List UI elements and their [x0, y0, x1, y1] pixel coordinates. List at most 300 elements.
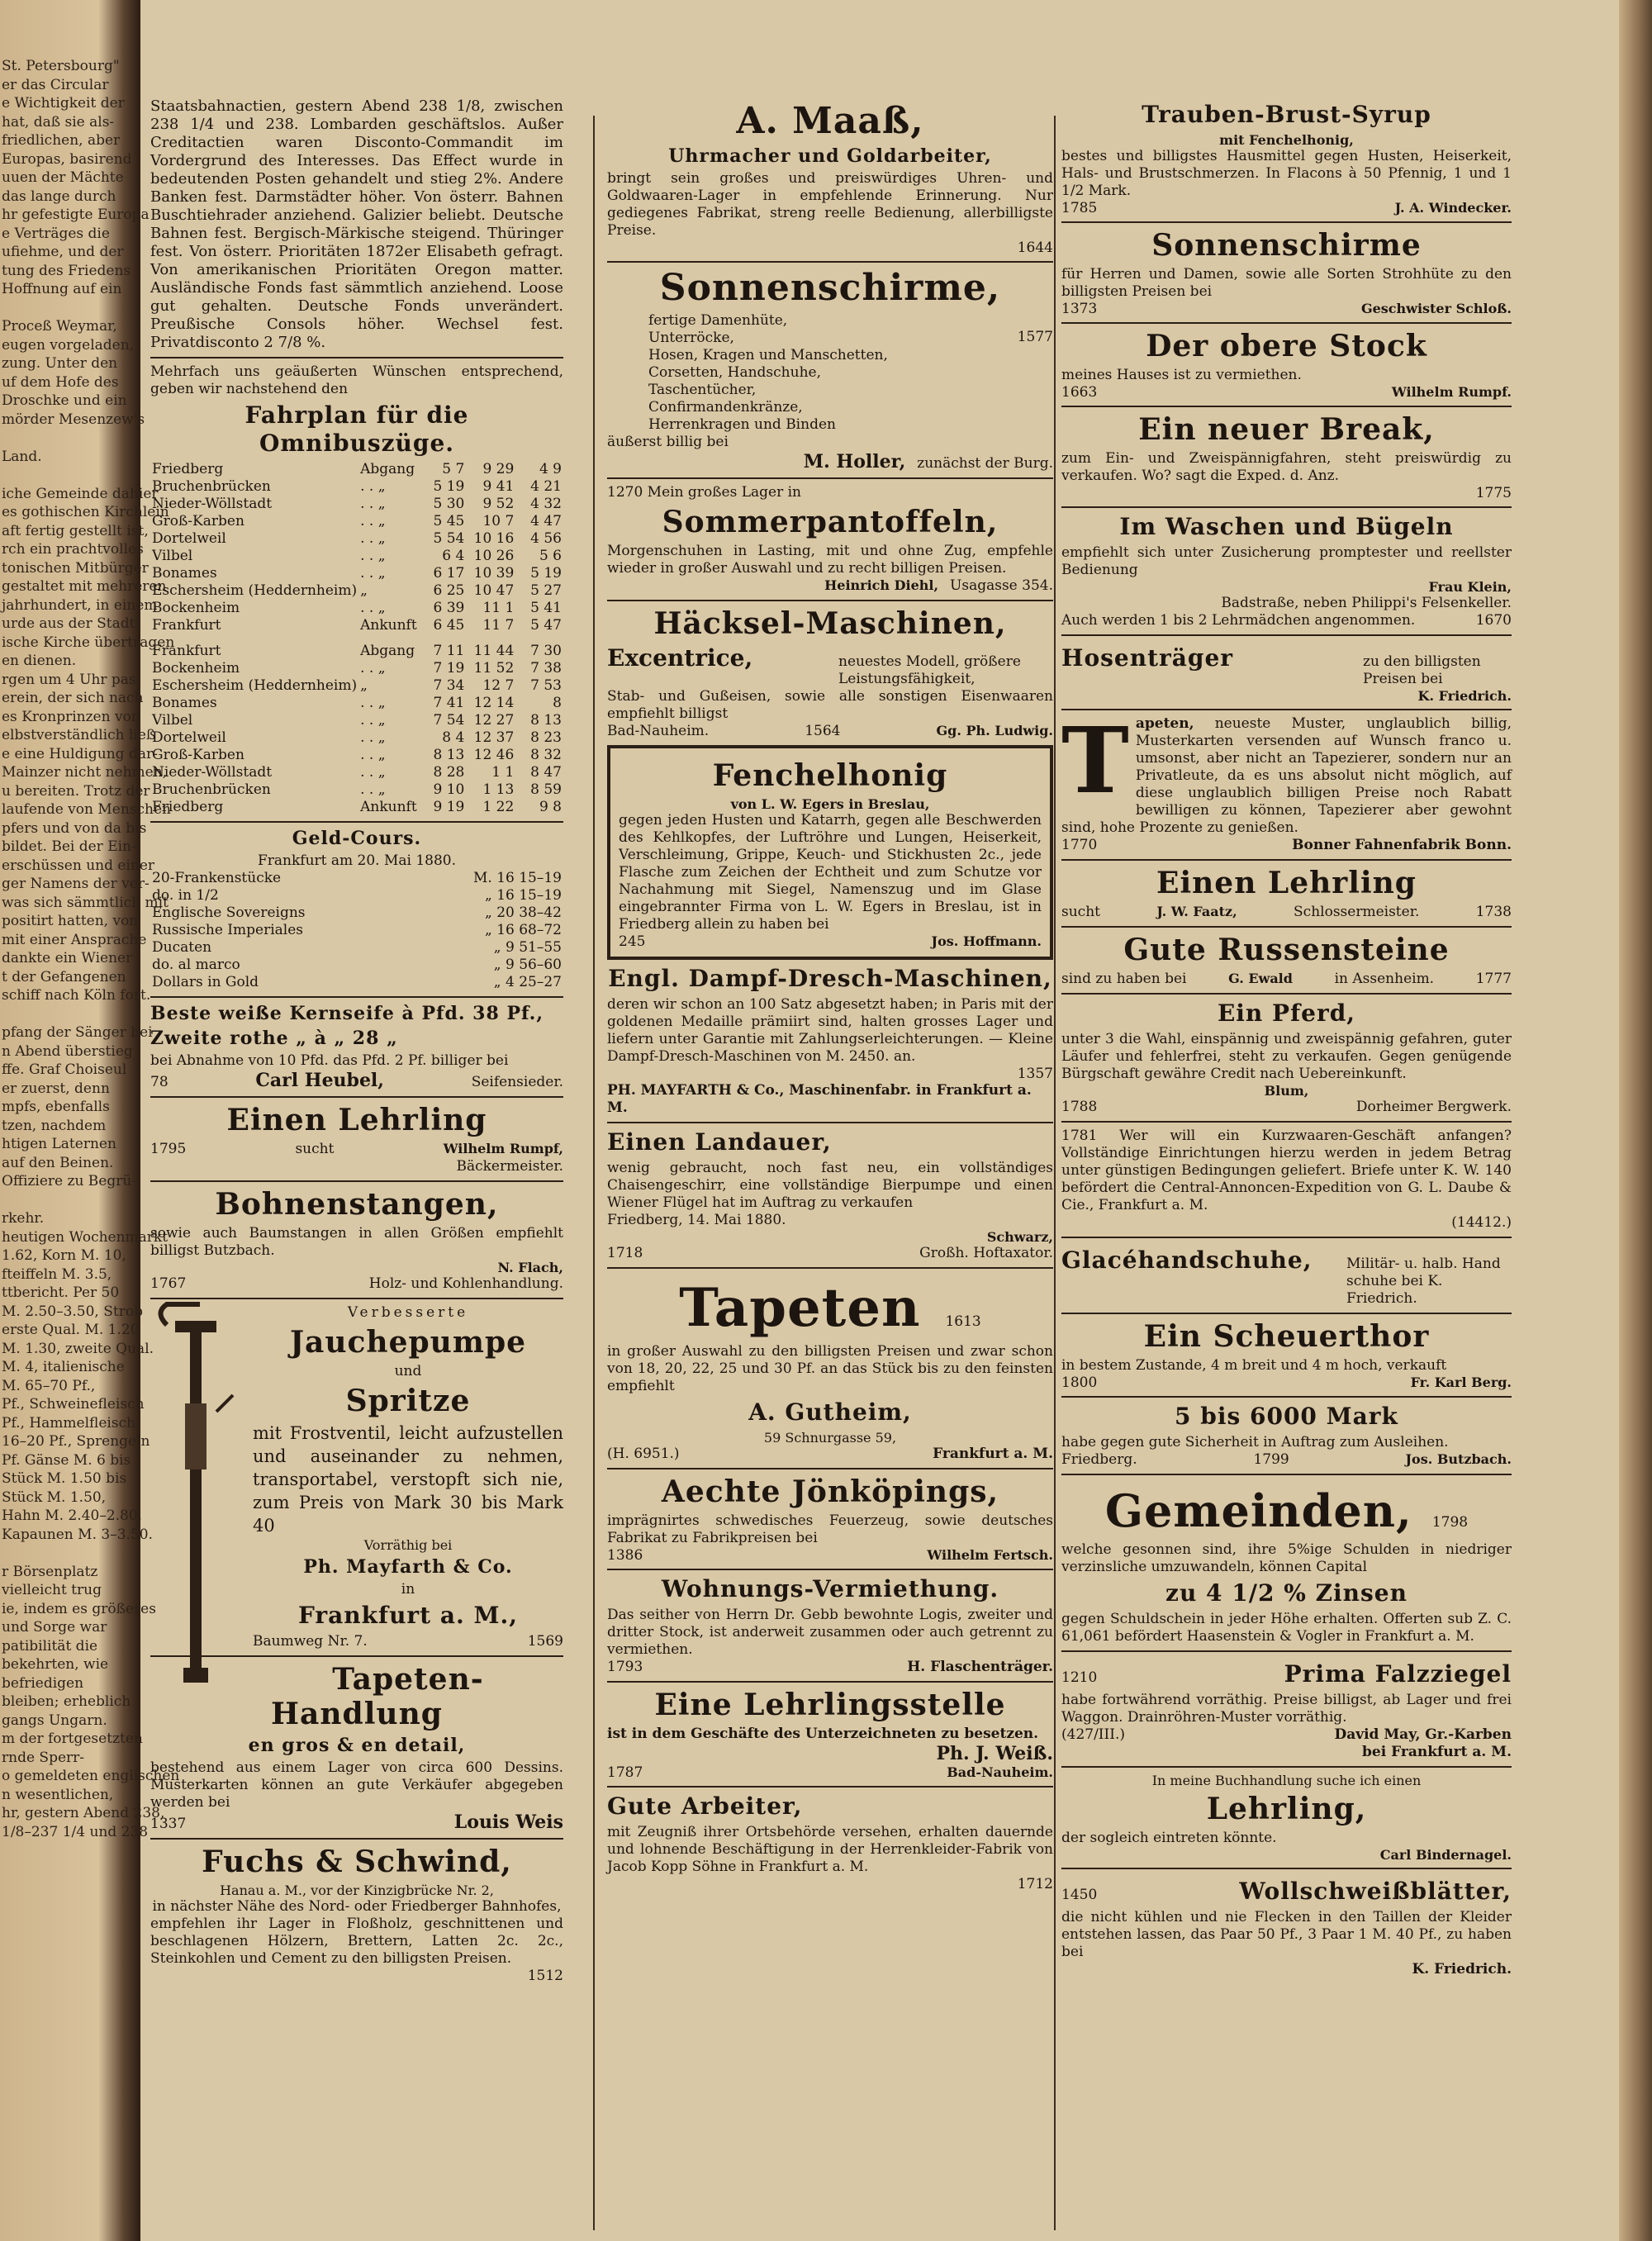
gutter-line: hr, gestern Abend 238, [2, 1805, 165, 1821]
gutter-line: Europas, basirend [2, 150, 132, 168]
ad-number: 1564 [805, 723, 841, 739]
gutter-line: jahrhundert, in einem [2, 596, 158, 614]
timetable-row [150, 600, 563, 617]
column-3 [1061, 97, 1512, 1978]
time-cell: 12 46 [473, 747, 515, 763]
lehrling2-text: sucht [1061, 904, 1100, 920]
time-cell: 4 9 [539, 461, 562, 477]
geld-row [150, 887, 563, 904]
timetable-row [150, 582, 563, 600]
gutter-line: 1.62, Korn M. 10, [2, 1247, 126, 1264]
gutter-line: auf den Beinen. [2, 1154, 114, 1171]
tapeten-city: Frankfurt a. M. [933, 1446, 1053, 1462]
gutter-line: ische Kirche übertragen [2, 634, 175, 651]
gutter-line: Hoffnung auf ein [2, 281, 122, 297]
fenchel-name: Jos. Hoffmann. [931, 933, 1042, 949]
time-cell: 7 38 [530, 660, 562, 677]
gem-rate: zu 4 1/2 % Zinsen [1165, 1579, 1408, 1607]
station-name: Bonames [152, 565, 217, 582]
currency-name: Ducaten [152, 939, 212, 956]
time-cell: 9 8 [539, 799, 562, 815]
time-cell: 9 29 [482, 461, 515, 477]
departure-type: . . „ [360, 478, 386, 495]
pantoffel-text: Morgenschuhen in Lasting, mit und ohne Zug, empfehle wieder in großer Auswahl und zu recht billigen Preisen. [607, 543, 1053, 577]
station-name: Groß-Karben [152, 513, 244, 529]
timetable-row [150, 478, 563, 496]
time-cell: 7 11 [433, 643, 465, 659]
pumpe-in: in [401, 1581, 415, 1598]
time-cell: 5 6 [539, 548, 562, 564]
gutter-line: M. 2.50–3.50, Strob [2, 1303, 143, 1320]
gutter-line: erein, der sich nach [2, 690, 144, 706]
lehrstelle-text: ist in dem Geschäfte des Unterzeichneten zu besetzen. [607, 1726, 1039, 1742]
fahrplan-intro: Mehrfach uns geäußerten Wünschen entsprechend, geben wir nachstehend den [150, 363, 563, 397]
falz-title: Prima Falzziegel [1284, 1660, 1512, 1688]
station-name: Nieder-Wöllstadt [152, 764, 273, 781]
currency-rate: „ 9 51–55 [493, 939, 562, 956]
lehrling1-text: sucht [295, 1141, 335, 1157]
russ-name: G. Ewald [1228, 971, 1293, 986]
ad-number: 1450 [1061, 1887, 1098, 1903]
divider [1061, 221, 1512, 223]
departure-type: . . „ [360, 781, 386, 798]
column-2 [607, 97, 1053, 1892]
gutter-line: Land. [2, 448, 42, 465]
geld-date: Frankfurt am 20. Mai 1880. [257, 852, 457, 869]
maass-sub: Uhrmacher und Goldarbeiter, [668, 145, 992, 167]
syrup-name: J. A. Windecker. [1394, 200, 1512, 216]
haeck-loc: Bad-Nauheim. [607, 723, 710, 739]
timetable-row [150, 617, 563, 634]
pumpe-sub: Verbesserte [347, 1304, 469, 1321]
gutter-line: ufiehme, und der [2, 244, 124, 260]
lehrstelle-loc: Bad-Nauheim. [947, 1764, 1053, 1780]
seife-text: bei Abnahme von 10 Pfd. das Pfd. 2 Pf. billiger bei [150, 1052, 509, 1069]
time-cell: 8 4 [442, 729, 465, 746]
pantoffel-intro: Mein großes Lager in [647, 484, 801, 501]
time-cell: 5 19 [433, 478, 465, 495]
timetable-row [150, 747, 563, 764]
stock-name: Wilhelm Rumpf. [1391, 384, 1512, 400]
time-cell: 12 7 [482, 677, 515, 694]
gutter-line: M. 1.30, zweite Qual. [2, 1340, 154, 1357]
pferd-loc: Dorheimer Bergwerk. [1355, 1099, 1512, 1115]
ad-number: 1799 [1253, 1451, 1289, 1468]
divider [1061, 634, 1512, 636]
buch-name: Carl Bindernagel. [1379, 1847, 1512, 1863]
departure-type: Ankunft [360, 799, 417, 815]
divider [150, 1096, 563, 1098]
arbeiter-text: mit Zeugniß ihrer Ortsbehörde versehen, erhalten dauernde und lohnende Beschäftigung in der Herrenkleider-Fabrik von Jacob Kopp Söhne in Frankfurt a. M. [607, 1824, 1053, 1875]
lehrstelle-title: Eine Lehrlingsstelle [654, 1688, 1006, 1722]
time-cell: 4 21 [530, 478, 562, 495]
gutter-line: o gemeldeten englischen [2, 1768, 180, 1784]
geld-title: Geld-Cours. [292, 828, 422, 849]
gutter-line: 16–20 Pf., Sprengeln [2, 1433, 150, 1450]
currency-name: do. in 1/2 [152, 887, 219, 904]
gutter-line: laufende von Menschen [2, 801, 171, 818]
time-cell: 8 32 [530, 747, 562, 763]
timetable-row [150, 677, 563, 695]
gutter-line: rkehr. [2, 1210, 45, 1227]
gem-text2: gegen Schuldschein in jeder Höhe erhalten. Offerten sub Z. C. 61,061 befördert Haasenstein & Vogler in Frankfurt a. M. [1061, 1611, 1512, 1645]
geld-row [150, 870, 563, 887]
divider [150, 357, 563, 358]
gutter-line: tung des Friedens [2, 262, 131, 279]
gutter-line: t der Gefangenen [2, 968, 126, 985]
hosen-name: K. Friedrich. [1417, 688, 1512, 704]
time-cell: 6 39 [433, 600, 465, 616]
station-name: Dortelweil [152, 530, 226, 547]
ad-number: 1777 [1475, 971, 1512, 987]
time-cell: 8 [553, 695, 562, 711]
time-cell: 11 1 [482, 600, 515, 616]
geld-row [150, 922, 563, 939]
geld-table [150, 870, 563, 991]
sonnen-tail: äußerst billig bei [607, 434, 729, 450]
woll-name: K. Friedrich. [1412, 1961, 1512, 1977]
russ-title: Gute Russensteine [1123, 933, 1450, 967]
time-cell: 7 41 [433, 695, 465, 711]
departure-type: Abgang [360, 461, 415, 477]
ad-number: 1357 [1017, 1066, 1053, 1082]
gutter-line: gestaltet mit mehreren [2, 578, 167, 595]
gutter-line: bekehrten, wie [2, 1656, 109, 1673]
timetable-row [150, 548, 563, 565]
gutter-line: hr gefestigte Europa [2, 207, 150, 223]
time-cell: 11 52 [473, 660, 515, 677]
station-name: Frankfurt [152, 617, 221, 634]
station-name: Bonames [152, 695, 217, 711]
divider [1061, 1121, 1512, 1123]
time-cell: 12 14 [473, 695, 515, 711]
station-name: Bruchenbrücken [152, 478, 271, 495]
russ-loc: in Assenheim. [1334, 971, 1435, 987]
departure-type: . . „ [360, 764, 386, 781]
buch-text2: der sogleich eintreten könnte. [1061, 1830, 1277, 1846]
sonnen2-title: Sonnenschirme [1151, 228, 1422, 263]
currency-rate: M. 16 15–19 [472, 870, 562, 886]
timetable-row [150, 729, 563, 747]
tapeten-handlung-text: bestehend aus einem Lager von circa 600 Dessins. Musterkarten können an gute Verkäufer abgegeben werden bei [150, 1759, 563, 1811]
departure-type: . . „ [360, 513, 386, 529]
pumpe-title2: Spritze [345, 1384, 471, 1418]
landauer-text: wenig gebraucht, noch fast neu, ein vollständiges Chaisengeschirr, eine vollständige Bierpumpe und einen Wiener Flügel hat im Auftrag zu verkaufen [607, 1160, 1053, 1211]
seife-trade: Seifensieder. [471, 1074, 563, 1090]
lehrling2-title: Einen Lehrling [1156, 866, 1417, 900]
pumpe-vorr: Vorräthig bei [363, 1537, 453, 1553]
station-name: Vilbel [152, 548, 193, 564]
geld-row [150, 904, 563, 922]
station-name: Bruchenbrücken [152, 781, 271, 798]
lehrstelle-name: Ph. J. Weiß. [936, 1743, 1053, 1764]
timetable-row [150, 565, 563, 582]
timetable-row [150, 781, 563, 799]
time-cell: 4 47 [530, 513, 562, 529]
tap2-text: neueste Muster, unglaublich billig, Musterkarten versenden auf Wunsch franco u. umsonst, aber nicht an Tapezierer, sondern nur an Privatleute, da es uns absolut nicht möglich, auf diese unglaublich billigen Preise noch Rabatt bewilligen zu können, Tapezierer aber gewohnt sind, hohe Prozente zu genießen. [1061, 715, 1512, 836]
gutter-line: e eine Huldigung dar- [2, 745, 158, 762]
timetable-row [150, 513, 563, 530]
ad-number: 1775 [1475, 485, 1512, 501]
divider [1061, 506, 1512, 508]
ad-number: 1800 [1061, 1375, 1098, 1391]
tapeten-addr: 59 Schnurgasse 59, [763, 1430, 897, 1446]
mark-loc: Friedberg. [1061, 1451, 1137, 1468]
woll-title: Wollschweißblätter, [1239, 1878, 1512, 1905]
departure-type: . . „ [360, 530, 386, 547]
divider [150, 1298, 563, 1299]
gutter-line: dankte ein Wiener [2, 950, 133, 966]
ad-number: 1770 [1061, 837, 1098, 853]
list-item: Herrenkragen und Binden [648, 416, 836, 433]
gutter-line: bildet. Bei der Ein- [2, 838, 136, 855]
currency-rate: „ 9 56–60 [493, 957, 562, 973]
ad-number: 1795 [150, 1141, 187, 1157]
gutter-line: e Wichtigkeit der [2, 95, 125, 112]
lehrling1-trade: Bäckermeister. [456, 1158, 563, 1175]
gutter-line: das lange durch [2, 188, 116, 205]
currency-rate: „ 4 25–27 [493, 974, 562, 990]
tapeten-text: in großer Auswahl zu den billigsten Preisen und zwar schon von 18, 20, 22, 25 und 30 Pf. an das Stück bis zu den feinsten empfiehlt [607, 1343, 1053, 1394]
geld-row [150, 957, 563, 974]
pantoffel-title: Sommerpantoffeln, [662, 505, 999, 539]
gutter-line: zung. Unter den [2, 355, 118, 372]
syrup-title: Trauben-Brust-Syrup [1142, 101, 1431, 128]
station-name: Eschersheim (Heddernheim) [152, 677, 358, 694]
time-cell: 8 59 [530, 781, 562, 798]
list-item: Unterröcke, [648, 330, 734, 346]
divider [607, 261, 1053, 263]
kurz-ref: (14412.) [1451, 1214, 1512, 1231]
time-cell: 9 19 [433, 799, 465, 815]
tapeten-handlung-title: Tapeten-Handlung [271, 1662, 484, 1731]
sonnen-name: M. Holler, [803, 451, 906, 472]
gutter-line: e Verträges die [2, 225, 110, 242]
divider [1061, 1868, 1512, 1869]
gutter-line: eugen vorgeladen, [2, 336, 135, 354]
gutter-line: patibilität die [2, 1637, 98, 1655]
divider [1061, 1237, 1512, 1238]
gutter-line: und Sorge war [2, 1619, 107, 1636]
pantoffel-addr: Usagasse 354. [950, 577, 1053, 594]
gutter-line: pfang der Sänger bei [2, 1024, 153, 1041]
departure-type: . . „ [360, 600, 386, 616]
gutter-line: ger Namens der ver- [2, 876, 150, 892]
gutter-line: es gothischen Kirchlein [2, 504, 169, 520]
time-cell: 10 39 [473, 565, 515, 582]
gutter-line: en dienen. [2, 653, 77, 669]
buch-text: In meine Buchhandlung suche ich einen [1151, 1773, 1422, 1788]
mark-text: habe gegen gute Sicherheit in Auftrag zum Ausleihen. [1061, 1434, 1449, 1450]
joenk-name: Wilhelm Fertsch. [927, 1547, 1053, 1563]
time-cell: 7 53 [530, 677, 562, 694]
column-rule [593, 116, 595, 2230]
gutter-line: gangs Ungarn. [2, 1712, 107, 1729]
gutter-line: Pf., Schweinefleisch [2, 1396, 145, 1412]
departure-type: . . „ [360, 729, 386, 746]
russ-text: sind zu haben bei [1061, 971, 1187, 987]
ad-number: 1712 [1017, 1876, 1053, 1892]
list-item: Hosen, Kragen und Manschetten, [648, 347, 888, 363]
gutter-line: friedlichen, aber [2, 132, 121, 149]
ad-number: 1337 [150, 1816, 187, 1832]
station-name: Groß-Karben [152, 747, 244, 763]
ad-number: 245 [619, 933, 646, 950]
wohnung-title: Wohnungs-Vermiethung. [661, 1575, 999, 1602]
divider [607, 1569, 1053, 1570]
time-cell: 5 54 [433, 530, 465, 547]
timetable-row [150, 660, 563, 677]
gutter-line: uuen der Mächte [2, 169, 124, 186]
landauer-date: Friedberg, 14. Mai 1880. [607, 1212, 786, 1228]
boerse-text: Staatsbahnactien, gestern Abend 238 1/8, zwischen 238 1/4 und 238. Lombarden geschäftslos. Außer Creditactien waren Disconto-Commandit im Vordergrund des Interesses. Das Effect wurde in bedeutenden Posten gehandelt und stieg 2%. Andere Banken fest. Darmstädter höher. Von österr. Bahnen Buschtiehrader anziehend. Galizier beliebt. Deutsche Bahnen fest. Bergisch-Märkische steigend. Thüringer fest. Von österr. Prioritäten 1872er Elisabeth gefragt. Von amerikanischen Prioritäten Oregon matter. Ausländische Fonds fast sämmtlich anziehend. Loose gut gehalten. Deutsche Fonds unverändert. Preußische Consols höher. Wechsel fest. Privatdisconto 2 7/8 %. [150, 97, 563, 351]
gutter-line: rch ein prachtvolles [2, 541, 144, 558]
time-cell: 1 1 [491, 764, 515, 781]
bohnen-trade: Holz- und Kohlenhandlung. [368, 1275, 563, 1292]
departure-type: Abgang [360, 643, 415, 659]
gutter-line: Stück M. 1.50, [2, 1488, 107, 1506]
fahrplan-table-return [150, 643, 563, 816]
timetable-row [150, 695, 563, 712]
gutter-line: iche Gemeinde dahier [2, 485, 159, 502]
dresch-title: Engl. Dampf-Dresch-Maschinen, [608, 965, 1052, 992]
waschen-addr: Badstraße, neben Philippi's Felsenkeller. [1221, 595, 1512, 611]
station-name: Frankfurt [152, 643, 221, 659]
time-cell: 10 16 [473, 530, 515, 547]
gutter-line: Droschke und ein [2, 392, 127, 409]
ad-number: 1670 [1475, 612, 1512, 629]
list-item: Taschentücher, [648, 382, 757, 398]
fahrplan-table-outbound [150, 461, 563, 634]
fenchel-title: Fenchelhonig [712, 758, 948, 793]
haeck-title: Häcksel-Maschinen, [653, 606, 1007, 641]
lehrling2-name: J. W. Faatz, [1156, 904, 1237, 919]
falz-loc: bei Frankfurt a. M. [1362, 1744, 1512, 1760]
landauer-name: Schwarz, [986, 1229, 1053, 1245]
sonnen2-text: für Herren und Damen, sowie alle Sorten Strohhüte zu den billigsten Preisen bei [1061, 266, 1512, 300]
departure-type: . . „ [360, 565, 386, 582]
geld-row [150, 939, 563, 957]
time-cell: 8 28 [433, 764, 465, 781]
divider [1061, 859, 1512, 861]
station-name: Nieder-Wöllstadt [152, 496, 273, 512]
gutter-line: positirt hatten, von [2, 913, 139, 929]
pumpe-title: Jauchepumpe [289, 1325, 527, 1360]
ad-number: 1613 [945, 1313, 981, 1330]
gutter-line: Offiziere zu Begrü- [2, 1173, 137, 1189]
sonnen-title: Sonnenschirme, [659, 267, 1001, 309]
tapeten-handlung-sub: en gros & en detail, [248, 1735, 466, 1756]
gutter-line: mit einer Ansprache [2, 931, 147, 948]
glace-title: Glacéhandschuhe, [1061, 1246, 1313, 1274]
tapeten-ref: (H. 6951.) [607, 1446, 680, 1462]
divider [1061, 993, 1512, 995]
break-title: Ein neuer Break, [1138, 412, 1435, 447]
ad-number: 1577 [1017, 329, 1053, 345]
ad-number: 1787 [607, 1764, 643, 1781]
time-cell: 4 32 [530, 496, 562, 512]
time-cell: 10 7 [482, 513, 515, 529]
time-cell: 12 27 [473, 712, 515, 729]
hosen-title: Hosenträger [1061, 644, 1234, 672]
stock-text: meines Hauses ist zu vermiethen. [1061, 367, 1302, 383]
time-cell: 6 17 [433, 565, 465, 582]
break-text: zum Ein- und Zweispännigfahren, steht preiswürdig zu verkaufen. Wo? sagt die Exped. d. Anz. [1061, 450, 1512, 484]
dresch-text: deren wir schon an 100 Satz abgesetzt haben; in Paris mit der goldenen Medaille prämiirt sind, halten grosses Lager und liefern unter Garantie mit Zahlungserleichterungen. — Kleine Dampf-Dresch-Maschinen von M. 2450. an. [607, 996, 1053, 1065]
wohnung-name: H. Flaschenträger. [907, 1659, 1053, 1675]
gutter-line: befriedigen [2, 1674, 84, 1692]
time-cell: 1 22 [482, 799, 515, 815]
gutter-line: bleiben; erheblich [2, 1693, 131, 1710]
bohnen-name: N. Flach, [497, 1260, 563, 1275]
falz-text: habe fortwährend vorräthig. Preise billigst, ab Lager und frei Waggon. Drainröhren-Muster vorräthig. [1061, 1692, 1512, 1726]
gutter-line: heutigen Wochenmarkt [2, 1228, 169, 1246]
station-name: Friedberg [152, 461, 224, 477]
joenk-text: imprägnirtes schwedisches Feuerzeug, sowie deutsches Fabrikat zu Fabrikpreisen bei [607, 1512, 1053, 1546]
currency-name: do. al marco [152, 957, 240, 973]
gutter-line: Mainzer nicht nehmen, [2, 764, 168, 781]
time-cell: 8 23 [530, 729, 562, 746]
ad-number: 1738 [1475, 904, 1512, 920]
fuchs-addr2: in nächster Nähe des Nord- oder Friedberger Bahnhofes, [152, 1898, 562, 1915]
time-cell: 7 34 [433, 677, 465, 694]
gutter-line: Kapaunen M. 3–3.50. [2, 1526, 153, 1543]
bohnen-text: sowie auch Baumstangen in allen Größen empfiehlt billigst Butzbach. [150, 1225, 563, 1259]
time-cell: 5 45 [433, 513, 465, 529]
ad-number: 1569 [527, 1633, 563, 1650]
departure-type: . . „ [360, 660, 386, 677]
divider [1061, 406, 1512, 407]
divider [607, 600, 1053, 601]
wohnung-text: Das seither von Herrn Dr. Gebb bewohnte Logis, zweiter und dritter Stock, ist anderweit zusammen oder auch getrennt zu vermiethen. [607, 1607, 1053, 1658]
fenchel-text: gegen jeden Husten und Katarrh, gegen alle Beschwerden des Kehlkopfes, der Luftröhre und Lungen, Heiserkeit, Verschleimung, Grippe, Keuch- und Stickhusten 2c., jede Flasche zum Zeichen der Echtheit und zum Schutze vor Nachahmung mit Siegel, Namenszug und im Glase eingebrannter Firma von L. W. Egers in Breslau, ist in Friedberg allein zu haben bei [619, 812, 1042, 933]
ad-number: 1663 [1061, 384, 1098, 401]
gutter-line: tzen, nachdem [2, 1117, 107, 1134]
divider [150, 996, 563, 998]
gutter-line: Stück M. 1.50 bis [2, 1470, 127, 1487]
waschen-name: Frau Klein, [1428, 579, 1512, 595]
departure-type: . . „ [360, 747, 386, 763]
gutter-line: 1/8–237 1/4 und 238 [2, 1823, 149, 1840]
tap2-name: Bonner Fahnenfabrik Bonn. [1292, 837, 1512, 853]
divider [607, 477, 1053, 479]
gutter-line: hat, daß sie als- [2, 113, 115, 131]
gutter-line: n wesentlichen, [2, 1786, 114, 1803]
syrup-sub: mit Fenchelhonig, [1219, 132, 1354, 148]
gutter-line: uf dem Hofe des [2, 373, 119, 391]
station-name: Bockenheim [152, 660, 240, 677]
hosen-text: zu den billigsten Preisen bei [1363, 653, 1481, 687]
gutter-line: er das Circular [2, 76, 109, 93]
time-cell: 9 52 [482, 496, 515, 512]
bohnen-title: Bohnenstangen, [215, 1187, 499, 1222]
time-cell: 5 41 [530, 600, 562, 616]
divider [150, 1180, 563, 1182]
pantoffel-name: Heinrich Diehl, [824, 577, 939, 593]
timetable-row [150, 496, 563, 513]
scheuer-title: Ein Scheuerthor [1143, 1319, 1430, 1354]
time-cell: 12 37 [473, 729, 515, 746]
gutter-line: elbstverständlich ließ [2, 727, 156, 743]
ad-number: 1210 [1061, 1669, 1098, 1686]
gutter-line: fteiffeln M. 3.5, [2, 1265, 112, 1283]
maass-title: A. Maaß, [736, 100, 924, 142]
ad-number: 1767 [150, 1275, 187, 1292]
divider [150, 1838, 563, 1840]
haeck-sub-text: neuestes Modell, größere Leistungsfähigkeit, [838, 653, 1021, 687]
pferd-name: Blum, [1264, 1083, 1309, 1099]
time-cell: 7 30 [530, 643, 562, 659]
